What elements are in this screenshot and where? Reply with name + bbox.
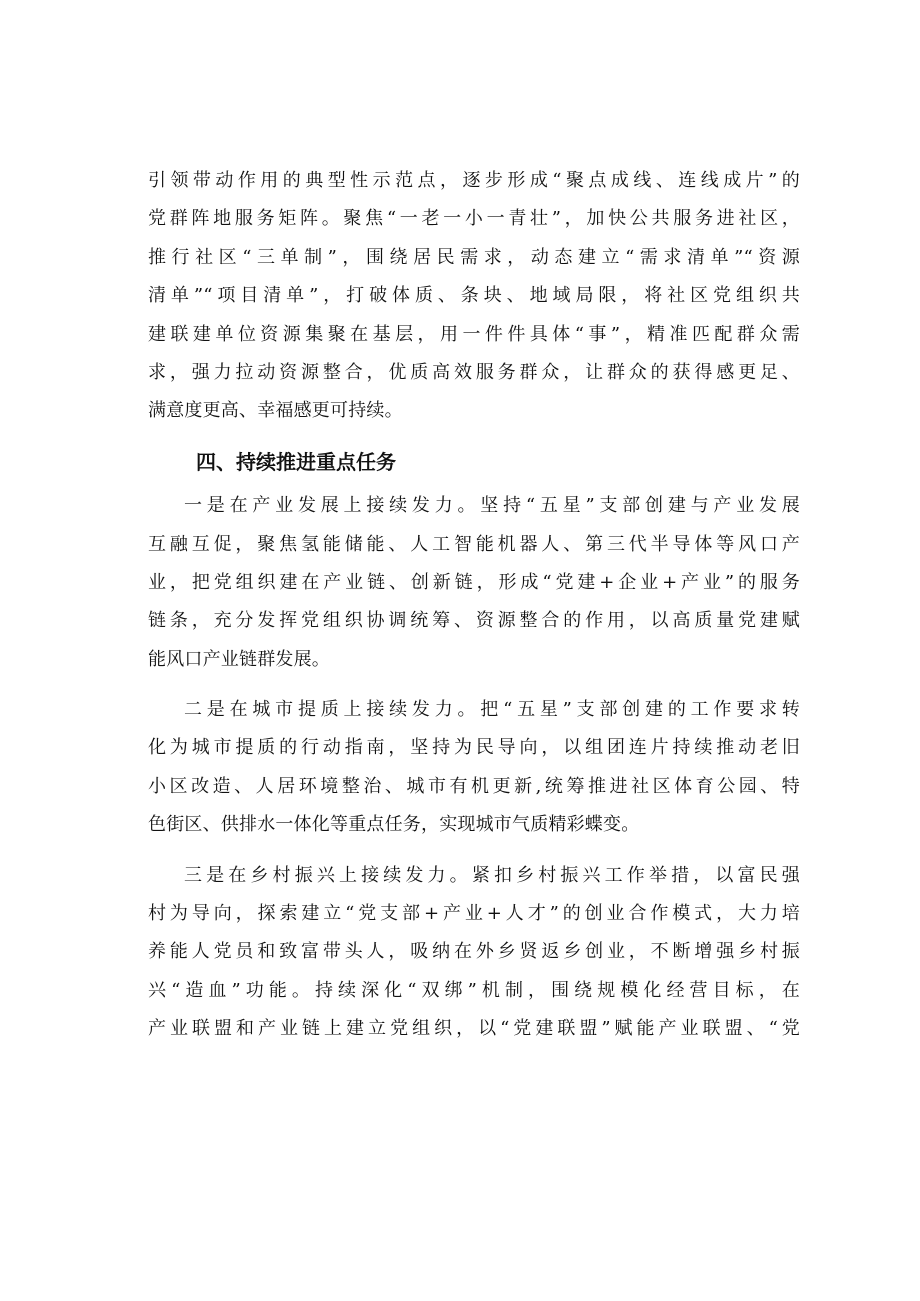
intro-paragraph — [148, 162, 800, 431]
text-line: 党群阵地服务矩阵。聚焦“一老一小一青壮”，加快公共服务进社区， — [148, 208, 800, 230]
text-line: 小区改造、人居环境整治、城市有机更新,统筹推进社区体育公园、特 — [148, 775, 800, 797]
text-line: 色街区、供排水一体化等重点任务，实现城市气质精彩蝶变。 — [148, 814, 640, 836]
text-line: 化为城市提质的行动指南，坚持为民导向，以组团连片持续推动老旧 — [148, 737, 800, 759]
text-line: 业，把党组织建在产业链、创新链，形成“党建+企业+产业”的服务 — [148, 571, 800, 593]
text-line: 求，强力拉动资源整合，优质高效服务群众，让群众的获得感更足、 — [148, 361, 800, 383]
text-line: 村为导向，探索建立“党支部+产业+人才”的创业合作模式，大力培 — [148, 903, 800, 925]
text-line: 满意度更高、幸福感更可持续。 — [148, 400, 403, 422]
text-line: 二是在城市提质上接续发力。把“五星”支部创建的工作要求转 — [184, 699, 800, 721]
paragraph-rural — [148, 857, 800, 1049]
text-line: 一是在产业发展上接续发力。坚持“五星”支部创建与产业发展 — [184, 495, 800, 517]
paragraph-city — [148, 691, 800, 845]
paragraph-industry — [148, 487, 800, 679]
section-heading: 四、持续推进重点任务 — [196, 449, 396, 474]
text-line: 链条，充分发挥党组织协调统筹、资源整合的作用，以高质量党建赋 — [148, 610, 800, 632]
text-line: 建联建单位资源集聚在基层，用一件件具体“事”，精准匹配群众需 — [148, 323, 800, 345]
text-line: 三是在乡村振兴上接续发力。紧扣乡村振兴工作举措，以富民强 — [184, 864, 800, 886]
text-line: 能风口产业链群发展。 — [148, 648, 330, 670]
document-body — [148, 162, 800, 1061]
text-line: 养能人党员和致富带头人，吸纳在外乡贤返乡创业，不断增强乡村振 — [148, 941, 800, 963]
text-line: 兴“造血”功能。持续深化“双绑”机制，围绕规模化经营目标，在 — [148, 979, 800, 1001]
text-line: 产业联盟和产业链上建立党组织，以“党建联盟”赋能产业联盟、“党 — [148, 1018, 800, 1040]
text-line: 清单”“项目清单”，打破体质、条块、地域局限，将社区党组织共 — [148, 285, 800, 307]
text-line: 引领带动作用的典型性示范点，逐步形成“聚点成线、连线成片”的 — [148, 170, 800, 191]
text-line: 互融互促，聚焦氢能储能、人工智能机器人、第三代半导体等风口产 — [148, 533, 800, 555]
text-line: 推行社区“三单制”，围绕居民需求，动态建立“需求清单”“资源 — [148, 246, 800, 268]
